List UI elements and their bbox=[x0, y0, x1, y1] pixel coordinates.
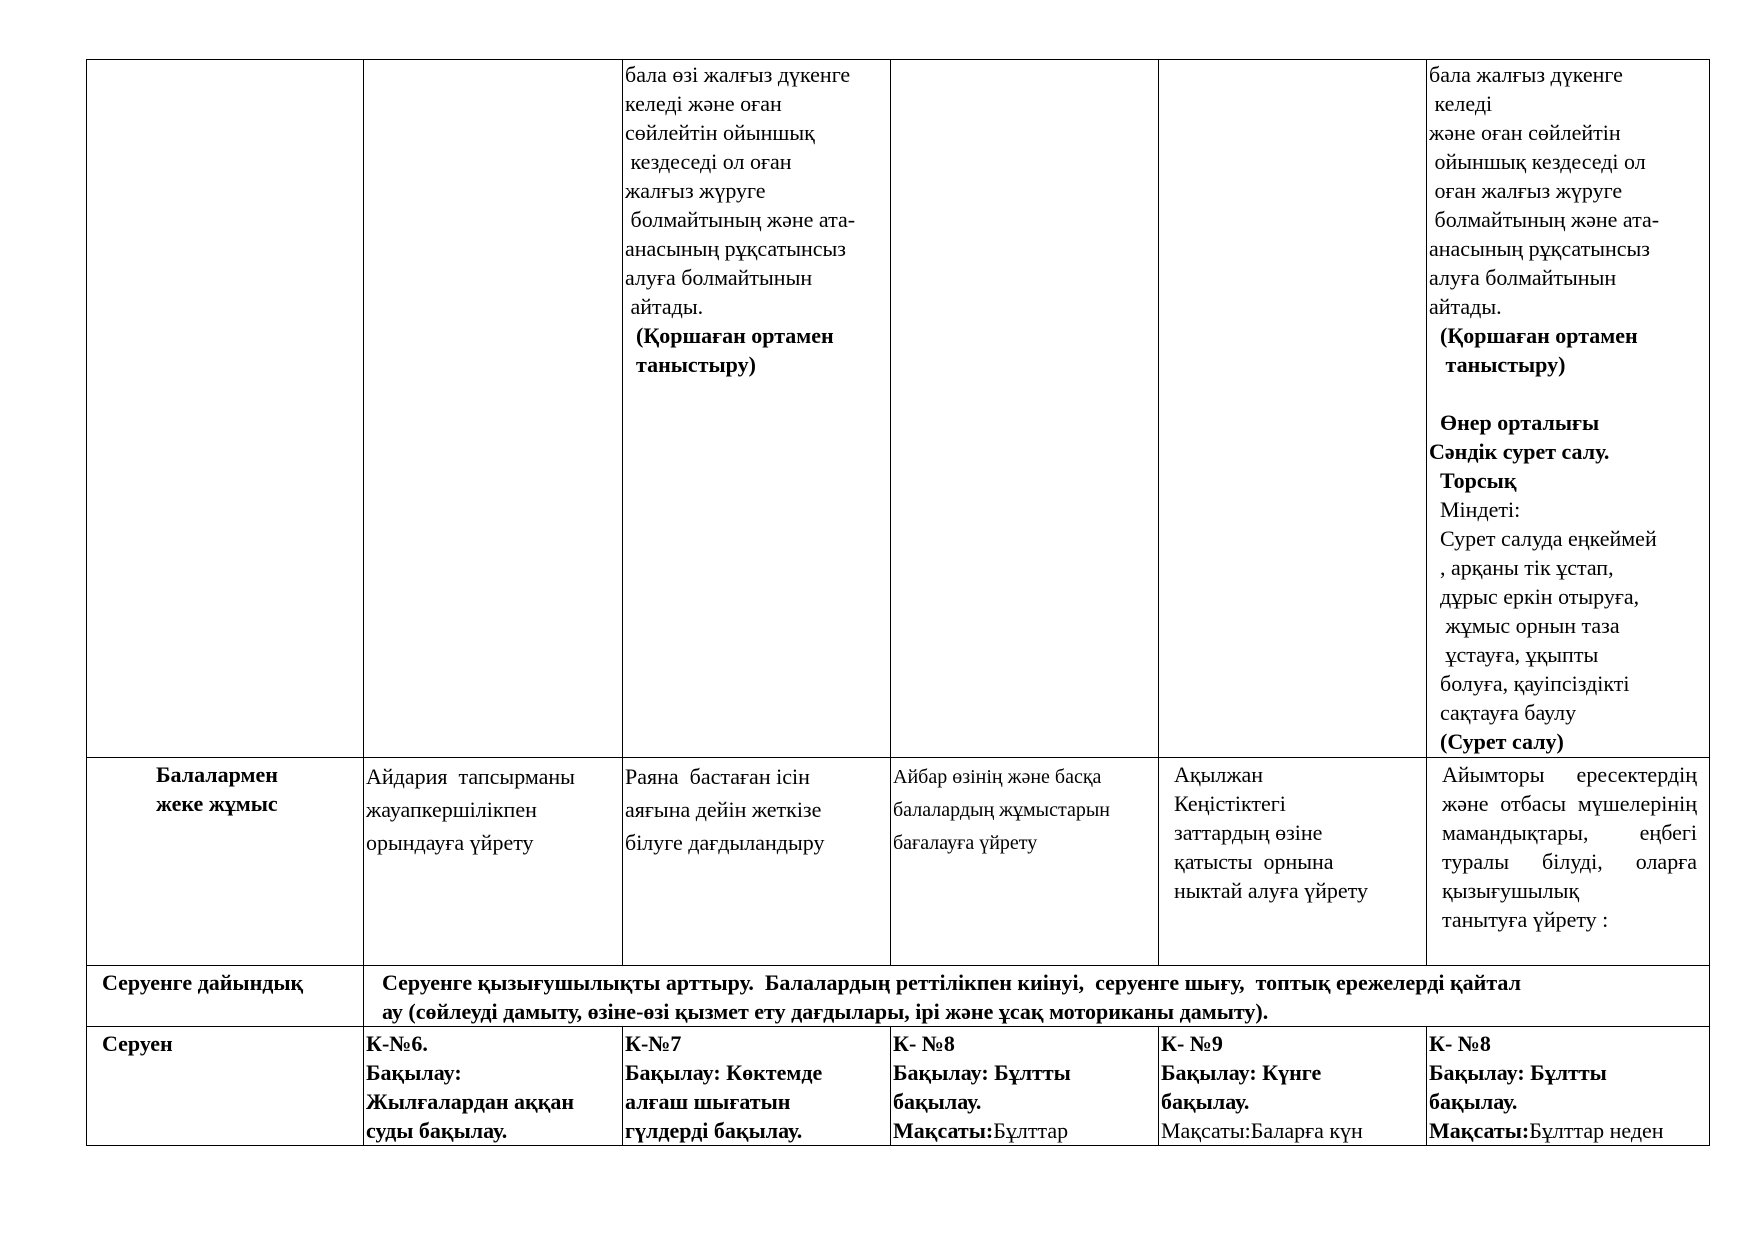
walk-cell-4 bbox=[891, 1027, 1159, 1146]
text-line: К-№7 bbox=[625, 1031, 682, 1056]
justified-text: Айымторы ересектердің және отбасы мүшелерінің мамандықтары, еңбегі туралы білуді, оларға қызығушылық bbox=[1442, 762, 1697, 903]
text-line: Жылғалардан аққан bbox=[366, 1089, 575, 1114]
text-line: болмайтының және ата- bbox=[625, 207, 856, 232]
text-line: Ақылжан bbox=[1174, 762, 1264, 787]
goal-line bbox=[893, 1116, 1156, 1145]
text-line: Бақылау: Бұлтты bbox=[893, 1060, 1071, 1085]
top-cell-4 bbox=[891, 60, 1159, 758]
text-line: суды бақылау. bbox=[366, 1118, 508, 1143]
text-line: ойыншық кездеседі ол bbox=[1429, 149, 1646, 174]
goal-line bbox=[1429, 1116, 1707, 1145]
individual-cell-4 bbox=[891, 758, 1159, 966]
row-label-walk: Серуен bbox=[87, 1027, 364, 1146]
individual-cell-3 bbox=[623, 758, 891, 966]
text-line: танытуға үйрету : bbox=[1442, 907, 1609, 932]
individual-cell-5 bbox=[1159, 758, 1427, 966]
text-line: айтады. bbox=[1429, 294, 1502, 319]
text-line: алуға болмайтынын bbox=[1429, 265, 1617, 290]
text-line: Раяна бастаған ісін bbox=[625, 764, 810, 789]
art-heading: Өнер орталығы bbox=[1429, 410, 1600, 435]
text-line: балалардың жұмыстарын bbox=[893, 799, 1110, 821]
text-line: Бақылау: Көктемде bbox=[625, 1060, 823, 1085]
text-line: орындауға үйрету bbox=[366, 830, 534, 855]
text-line: бағалауға үйрету bbox=[893, 832, 1038, 854]
text-line: сөйлейтін ойыншық bbox=[625, 120, 815, 145]
text-line: ұстауға, ұқыпты bbox=[1429, 642, 1599, 667]
top-cell-5 bbox=[1159, 60, 1427, 758]
plan-table bbox=[86, 59, 1710, 1146]
text-line: К- №8 bbox=[893, 1031, 955, 1056]
text-line: оған жалғыз жүруге bbox=[1429, 178, 1623, 203]
table-row-individual-work bbox=[87, 758, 1710, 966]
text-line: ау (сөйлеуді дамыту, өзіне-өзі қызмет ету дағдылары, ірі және ұсақ моториканы дамыту). bbox=[382, 999, 1269, 1024]
section-tag: таныстыру) bbox=[1429, 352, 1566, 377]
text-line: аяғына дейін жеткізе bbox=[625, 797, 822, 822]
art-heading: Сәндік сурет салу. bbox=[1429, 439, 1610, 464]
individual-cell-2 bbox=[364, 758, 623, 966]
section-tag: (Сурет салу) bbox=[1429, 729, 1564, 754]
text-line: және оған сөйлейтін bbox=[1429, 120, 1621, 145]
goal-line: Мақсаты:Баларға күн bbox=[1161, 1118, 1363, 1143]
text-line: болмайтының және ата- bbox=[1429, 207, 1660, 232]
text-line: келеді және оған bbox=[625, 91, 782, 116]
top-cell-6 bbox=[1427, 60, 1710, 758]
row-label-walk-preparation: Серуенге дайындық bbox=[87, 966, 364, 1027]
text-line: Бақылау: bbox=[366, 1060, 462, 1085]
text-line: Серуенге қызығушылықты арттыру. Балалардың реттілікпен киінуі, серуенге шығу, топтық ережелерді қайтал bbox=[382, 970, 1521, 995]
label-line: жеке жұмыс bbox=[156, 791, 278, 816]
text-line: жауапкершілікпен bbox=[366, 797, 537, 822]
text-line: Сурет салуда еңкеймей bbox=[1429, 526, 1657, 551]
walk-preparation-text bbox=[364, 966, 1710, 1027]
text-line: анасының рұқсатынсыз bbox=[1429, 236, 1650, 261]
section-tag: (Қоршаған ортамен bbox=[1429, 323, 1638, 348]
text-line: Бақылау: Күнге bbox=[1161, 1060, 1322, 1085]
individual-cell-6 bbox=[1427, 758, 1710, 966]
text-line: бақылау. bbox=[893, 1089, 982, 1114]
text-line: айтады. bbox=[625, 294, 704, 319]
text-line: гүлдерді бақылау. bbox=[625, 1118, 803, 1143]
text-line: К- №9 bbox=[1161, 1031, 1223, 1056]
spacer bbox=[1429, 379, 1707, 408]
text-line: ныктай алуға үйрету bbox=[1174, 878, 1368, 903]
text-line: бақылау. bbox=[1429, 1089, 1518, 1114]
top-cell-3 bbox=[623, 60, 891, 758]
text-line: К-№6. bbox=[366, 1031, 428, 1056]
top-cell-2 bbox=[364, 60, 623, 758]
walk-cell-2 bbox=[364, 1027, 623, 1146]
top-cell-1 bbox=[87, 60, 364, 758]
text-line: алғаш шығатын bbox=[625, 1089, 791, 1114]
text-line: анасының рұқсатынсыз bbox=[625, 236, 846, 261]
text-line: Міндеті: bbox=[1429, 497, 1521, 522]
text-line: бала жалғыз дүкенге bbox=[1429, 62, 1623, 87]
text-line: сақтауға баулу bbox=[1429, 700, 1577, 725]
goal-label: Мақсаты: bbox=[1429, 1118, 1530, 1143]
text-line: Бақылау: Бұлтты bbox=[1429, 1060, 1607, 1085]
text-line: бақылау. bbox=[1161, 1089, 1250, 1114]
walk-cell-3 bbox=[623, 1027, 891, 1146]
text-line: болуға, қауіпсіздікті bbox=[1429, 671, 1630, 696]
section-tag: (Қоршаған ортамен bbox=[625, 323, 834, 348]
text-line: алуға болмайтынын bbox=[625, 265, 813, 290]
text-line: бала өзі жалғыз дүкенге bbox=[625, 62, 851, 87]
text-line: Айбар өзінің және басқа bbox=[893, 766, 1102, 788]
text-line: жұмыс орнын таза bbox=[1429, 613, 1620, 638]
text-line: заттардың өзіне bbox=[1174, 820, 1323, 845]
text-line: Кеңістіктегі bbox=[1174, 791, 1286, 816]
text-line: жалғыз жүруге bbox=[625, 178, 766, 203]
table-row-walk-preparation bbox=[87, 966, 1710, 1027]
goal-label: Мақсаты: bbox=[893, 1118, 994, 1143]
text-line: келеді bbox=[1429, 91, 1493, 116]
walk-cell-5 bbox=[1159, 1027, 1427, 1146]
section-tag: таныстыру) bbox=[625, 352, 756, 377]
table-row-walk bbox=[87, 1027, 1710, 1146]
walk-cell-6 bbox=[1427, 1027, 1710, 1146]
text-line: , арқаны тік ұстап, bbox=[1429, 555, 1614, 580]
text-line: дұрыс еркін отыруға, bbox=[1429, 584, 1640, 609]
text-line: К- №8 bbox=[1429, 1031, 1491, 1056]
art-heading: Торсық bbox=[1429, 468, 1517, 493]
row-label-individual-work bbox=[87, 758, 364, 966]
text-line: қатысты орнына bbox=[1174, 849, 1334, 874]
label-line: Балалармен bbox=[156, 762, 278, 787]
text-line: кездеседі ол оған bbox=[625, 149, 792, 174]
goal-text: Бұлттар неден bbox=[1529, 1118, 1664, 1143]
goal-text: Бұлттар bbox=[993, 1118, 1069, 1143]
table-row-top bbox=[87, 60, 1710, 758]
text-line: білуге дағдыландыру bbox=[625, 830, 825, 855]
text-line: Айдария тапсырманы bbox=[366, 764, 575, 789]
